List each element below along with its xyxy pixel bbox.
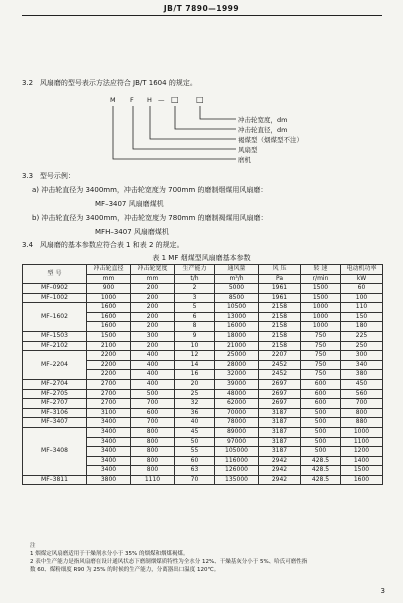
table-cell: 70 — [175, 475, 215, 485]
table-cell: 16000 — [215, 322, 259, 332]
label-mill: 磨机 — [238, 156, 251, 164]
table-cell: 39000 — [215, 379, 259, 389]
table-row — [23, 379, 383, 389]
table-cell: 200 — [131, 312, 175, 322]
table-cell: 428.5 — [301, 466, 341, 476]
header-cell: 生产能力 — [175, 265, 215, 275]
table-cell: 2700 — [87, 379, 131, 389]
table-cell: 10500 — [215, 303, 259, 313]
table-cell: 450 — [341, 379, 383, 389]
table-cell: 3400 — [87, 466, 131, 476]
table-cell: 3 — [175, 293, 215, 303]
table-cell: 18000 — [215, 331, 259, 341]
model-cell: MF–3407 — [23, 418, 87, 428]
note-line: 1 烟煤定风扇磨适用于干燥剂水分小于 35% 的烟煤和烟煤褐煤。 — [30, 551, 189, 557]
parameters-table — [22, 264, 383, 485]
table-cell: 3400 — [87, 418, 131, 428]
label-fan-type: 风扇型 — [238, 146, 258, 154]
header-cell: 转 速 — [301, 265, 341, 275]
table-cell: 2158 — [259, 341, 301, 351]
table-cell: 1500 — [87, 331, 131, 341]
table-cell: 200 — [131, 284, 175, 294]
standard-header: JB/T 7890—1999 — [163, 4, 240, 13]
table-cell: 3400 — [87, 447, 131, 457]
table-cell: 1400 — [341, 456, 383, 466]
table-row — [23, 284, 383, 294]
table-cell: 110 — [341, 303, 383, 313]
table-notes — [30, 542, 307, 574]
table-cell: 1961 — [259, 284, 301, 294]
table-cell: 3800 — [87, 475, 131, 485]
table-cell: 2158 — [259, 312, 301, 322]
table-cell: 60 — [341, 284, 383, 294]
table-cell: 400 — [131, 379, 175, 389]
table-cell: 89000 — [215, 427, 259, 437]
header-unit: r/min — [301, 274, 341, 284]
table-cell: 6 — [175, 312, 215, 322]
model-cell: MF–1602 — [23, 303, 87, 332]
table-cell: 105000 — [215, 447, 259, 457]
table-cell: 1500 — [301, 284, 341, 294]
code-letter-m: M — [110, 96, 116, 104]
table-cell: 2700 — [87, 389, 131, 399]
code-letter-f: F — [130, 96, 134, 104]
code-box-width: □ — [196, 95, 204, 104]
table-cell: 200 — [131, 341, 175, 351]
table-cell: 116000 — [215, 456, 259, 466]
table-cell: 3187 — [259, 447, 301, 457]
model-cell: MF–2704 — [23, 379, 87, 389]
example-a-model: MF–3407 风扇磨煤机 — [95, 200, 164, 208]
table-cell: 500 — [301, 447, 341, 457]
table-cell: 2697 — [259, 389, 301, 399]
table-cell: 2942 — [259, 475, 301, 485]
section-number: 3.3 — [22, 172, 34, 180]
table-cell: 1100 — [341, 437, 383, 447]
table-cell: 1000 — [301, 312, 341, 322]
table-cell: 800 — [131, 447, 175, 457]
example-b-model: MFH–3407 风扇磨煤机 — [95, 228, 169, 236]
table-cell: 200 — [131, 303, 175, 313]
table-row — [23, 427, 383, 437]
code-box-diameter: □ — [171, 95, 179, 104]
table-cell: 36 — [175, 408, 215, 418]
table-cell: 700 — [341, 399, 383, 409]
section-number: 3.4 — [22, 241, 34, 249]
table-cell: 1600 — [87, 322, 131, 332]
table-cell: 2942 — [259, 466, 301, 476]
note-line: 2 表中生产能力是指风扇磨在设计通风状态下磨制烟煤质特性为全水分 12%、干燥基灰分小于 5%、哈氏可磨性指 — [30, 559, 308, 565]
table-cell: 1000 — [301, 322, 341, 332]
table-cell: 300 — [341, 351, 383, 361]
table-cell: 16 — [175, 370, 215, 380]
section-text: 风扇磨的基本参数应符合表 1 和表 2 的规定。 — [39, 241, 184, 249]
header-unit: mm — [87, 274, 131, 284]
header-cell: 电动机功率 — [341, 265, 383, 275]
header-unit: mm — [131, 274, 175, 284]
table-cell: 500 — [301, 408, 341, 418]
table-cell: 800 — [131, 466, 175, 476]
section-number: 3.2 — [22, 79, 34, 87]
header-cell: 风 压 — [259, 265, 301, 275]
table-row — [23, 475, 383, 485]
table-cell: 32000 — [215, 370, 259, 380]
table-cell: 600 — [301, 389, 341, 399]
table-cell: 2697 — [259, 379, 301, 389]
table-cell: 600 — [131, 408, 175, 418]
section-text: 风扇磨的型号表示方法应符合 JB/T 1604 的规定。 — [39, 79, 197, 87]
table-cell: 340 — [341, 360, 383, 370]
table-cell: 28000 — [215, 360, 259, 370]
table-cell: 21000 — [215, 341, 259, 351]
table-cell: 500 — [131, 389, 175, 399]
table-cell: 2158 — [259, 331, 301, 341]
table-cell: 78000 — [215, 418, 259, 428]
table-caption: 表 1 MF 烟煤型风扇磨基本参数 — [152, 254, 251, 262]
table-cell: 70000 — [215, 408, 259, 418]
table-cell: 40 — [175, 418, 215, 428]
table-cell: 50 — [175, 437, 215, 447]
table-cell: 428.5 — [301, 475, 341, 485]
table-cell: 250 — [341, 341, 383, 351]
table-cell: 55 — [175, 447, 215, 457]
header-cell: 通风量 — [215, 265, 259, 275]
table-cell: 800 — [341, 408, 383, 418]
model-cell: MF–2204 — [23, 351, 87, 380]
table-cell: 428.5 — [301, 456, 341, 466]
table-cell: 500 — [301, 437, 341, 447]
table-cell: 48000 — [215, 389, 259, 399]
table-cell: 14 — [175, 360, 215, 370]
model-cell: MF–2707 — [23, 399, 87, 409]
table-cell: 32 — [175, 399, 215, 409]
table-cell: 1600 — [341, 475, 383, 485]
table-cell: 880 — [341, 418, 383, 428]
model-cell: MF–3811 — [23, 475, 87, 485]
table-cell: 1600 — [87, 303, 131, 313]
table-cell: 2158 — [259, 322, 301, 332]
model-cell: MF–2705 — [23, 389, 87, 399]
table-cell: 225 — [341, 331, 383, 341]
model-cell: MF–0902 — [23, 284, 87, 294]
page-number: 3 — [380, 587, 385, 595]
table-cell: 400 — [131, 351, 175, 361]
table-cell: 3187 — [259, 437, 301, 447]
table-cell: 380 — [341, 370, 383, 380]
table-cell: 63 — [175, 466, 215, 476]
note-line: 数 60、煤粉细度 R90 为 25% 的时候的生产能力，分离器出口温度 120℃。 — [30, 567, 220, 573]
table-cell: 2100 — [87, 341, 131, 351]
table-cell: 1200 — [341, 447, 383, 457]
table-row — [23, 399, 383, 409]
table-row — [23, 408, 383, 418]
table-cell: 200 — [131, 293, 175, 303]
example-b-text: b) 冲击轮直径为 3400mm，冲击轮宽度为 780mm 的磨制褐煤用风扇磨： — [32, 214, 268, 222]
table-cell: 400 — [131, 360, 175, 370]
model-cell: MF–2102 — [23, 341, 87, 351]
label-impeller-diameter: 冲击轮直径，dm — [238, 126, 288, 134]
table-cell: 2158 — [259, 303, 301, 313]
table-cell: 400 — [131, 370, 175, 380]
table-cell: 1961 — [259, 293, 301, 303]
model-cell: MF–1002 — [23, 293, 87, 303]
table-cell: 60 — [175, 456, 215, 466]
table-cell: 800 — [131, 437, 175, 447]
table-cell: 2200 — [87, 360, 131, 370]
table-cell: 1500 — [341, 466, 383, 476]
table-cell: 500 — [301, 427, 341, 437]
table-cell: 8500 — [215, 293, 259, 303]
section-text: 型号示例： — [39, 172, 75, 180]
header-unit: t/h — [175, 274, 215, 284]
table-cell: 13000 — [215, 312, 259, 322]
table-cell: 5 — [175, 303, 215, 313]
table-cell: 2697 — [259, 399, 301, 409]
table-cell: 3400 — [87, 427, 131, 437]
section-3-4 — [22, 241, 184, 250]
table-row — [23, 293, 383, 303]
table-cell: 560 — [341, 389, 383, 399]
example-a-text: a) 冲击轮直径为 3400mm，冲击轮宽度为 700mm 的磨制烟煤用风扇磨： — [32, 186, 268, 194]
header-cell: 冲击轮宽度 — [131, 265, 175, 275]
notes-title: 注 — [30, 543, 36, 549]
table-cell: 900 — [87, 284, 131, 294]
table-cell: 2700 — [87, 399, 131, 409]
table-cell: 20 — [175, 379, 215, 389]
table-cell: 150 — [341, 312, 383, 322]
table-cell: 750 — [301, 360, 341, 370]
table-cell: 2200 — [87, 370, 131, 380]
header-model: 型 号 — [23, 265, 87, 284]
table-cell: 45 — [175, 427, 215, 437]
table-cell: 300 — [131, 331, 175, 341]
table-cell: 700 — [131, 399, 175, 409]
table-row — [23, 331, 383, 341]
header-unit: m³/h — [215, 274, 259, 284]
table-cell: 2452 — [259, 360, 301, 370]
table-cell: 2942 — [259, 456, 301, 466]
table-cell: 3400 — [87, 456, 131, 466]
table-cell: 3187 — [259, 418, 301, 428]
table-row — [23, 418, 383, 428]
table-cell: 126000 — [215, 466, 259, 476]
table-cell: 800 — [131, 427, 175, 437]
table-cell: 9 — [175, 331, 215, 341]
table-cell: 12 — [175, 351, 215, 361]
model-cell: MF–3106 — [23, 408, 87, 418]
model-cell: MF–1503 — [23, 331, 87, 341]
section-3-3-title — [22, 172, 75, 181]
code-letter-h: H — [147, 96, 152, 104]
table-cell: 2207 — [259, 351, 301, 361]
header-unit: kW — [341, 274, 383, 284]
table-cell: 750 — [301, 341, 341, 351]
label-lignite-type: 褐煤型（烟煤型不注） — [238, 136, 303, 144]
table-row — [23, 341, 383, 351]
table-cell: 1110 — [131, 475, 175, 485]
table-cell: 800 — [131, 456, 175, 466]
table-cell: 750 — [301, 331, 341, 341]
label-impeller-width: 冲击轮宽度，dm — [238, 116, 288, 124]
table-cell: 1000 — [87, 293, 131, 303]
table-cell: 2452 — [259, 370, 301, 380]
table-cell: 1000 — [301, 303, 341, 313]
code-dash: — — [158, 96, 165, 104]
header-cell: 冲击轮直径 — [87, 265, 131, 275]
table-cell: 25000 — [215, 351, 259, 361]
table-cell: 2200 — [87, 351, 131, 361]
table-cell: 1000 — [341, 427, 383, 437]
table-cell: 8 — [175, 322, 215, 332]
table-cell: 750 — [301, 370, 341, 380]
table-cell: 600 — [301, 379, 341, 389]
table-row — [23, 389, 383, 399]
table-cell: 700 — [131, 418, 175, 428]
table-cell: 25 — [175, 389, 215, 399]
table-cell: 3100 — [87, 408, 131, 418]
table-cell: 200 — [131, 322, 175, 332]
table-cell: 3400 — [87, 437, 131, 447]
table-cell: 135000 — [215, 475, 259, 485]
table-cell: 100 — [341, 293, 383, 303]
table-row — [23, 303, 383, 313]
table-cell: 10 — [175, 341, 215, 351]
table-cell: 500 — [301, 418, 341, 428]
table-cell: 1500 — [301, 293, 341, 303]
table-header-row — [23, 265, 383, 275]
table-cell: 180 — [341, 322, 383, 332]
table-cell: 3187 — [259, 408, 301, 418]
table-cell: 750 — [301, 351, 341, 361]
table-cell: 600 — [301, 399, 341, 409]
table-cell: 5000 — [215, 284, 259, 294]
table-cell: 3187 — [259, 427, 301, 437]
header-unit: Pa — [259, 274, 301, 284]
model-cell: MF–3408 — [23, 427, 87, 475]
table-cell: 2 — [175, 284, 215, 294]
table-row — [23, 351, 383, 361]
table-cell: 97000 — [215, 437, 259, 447]
table-cell: 62000 — [215, 399, 259, 409]
table-cell: 1600 — [87, 312, 131, 322]
